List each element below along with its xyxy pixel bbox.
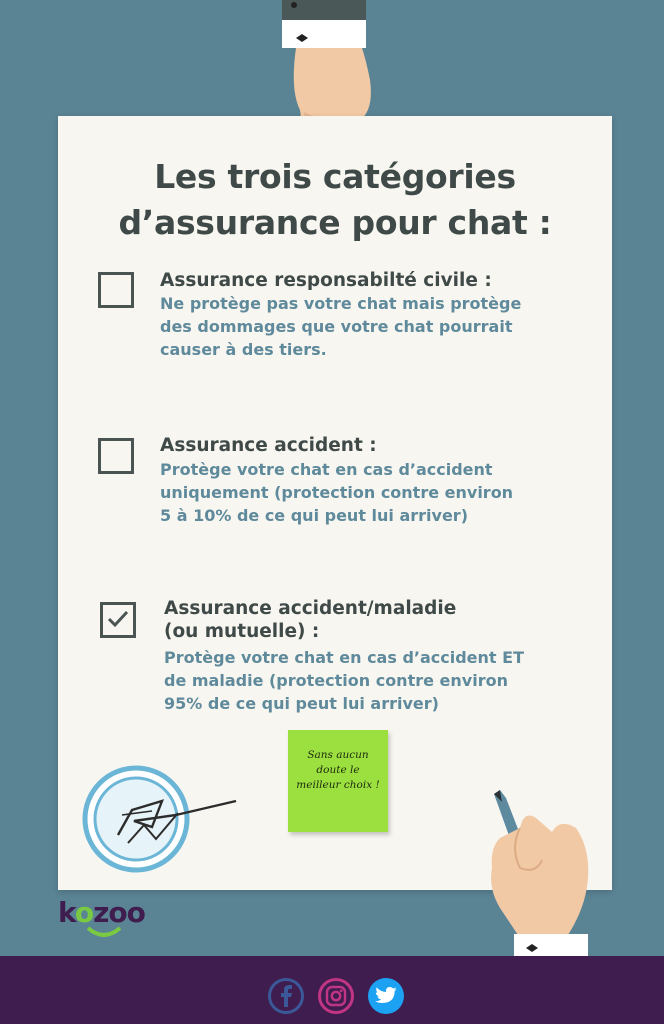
- title-line-2: d’assurance pour chat :: [118, 203, 552, 242]
- stamp-illustration: [82, 765, 242, 879]
- logo-letter: o: [74, 896, 94, 929]
- checkbox-icon[interactable]: [100, 602, 136, 638]
- option-description: Ne protège pas votre chat mais protège des dommages que votre chat pourrait causer à des tiers.: [160, 294, 522, 359]
- option-title: Assurance accident/maladie (ou mutuelle) :: [164, 598, 457, 642]
- checkbox-icon[interactable]: [98, 272, 134, 308]
- page-title: [58, 154, 612, 246]
- option-description: Protège votre chat en cas d’accident ET de maladie (protection contre environ 95% de ce qui peut lui arriver): [164, 648, 524, 713]
- logo-letter: o: [126, 896, 145, 929]
- option-title: Assurance accident :: [160, 435, 377, 456]
- postit-text: Sans aucun doute le meilleur choix !: [296, 749, 380, 791]
- title-line-1: Les trois catégories: [154, 157, 516, 196]
- logo-smile-icon: [84, 926, 124, 940]
- checkmark-icon: [106, 609, 130, 629]
- instagram-icon[interactable]: [318, 978, 354, 1014]
- kozoo-logo[interactable]: [58, 896, 145, 929]
- logo-letter: k: [58, 896, 75, 929]
- logo-wordmark: [58, 896, 145, 929]
- logo-letter: z: [93, 896, 109, 929]
- stamp-icon: [82, 765, 242, 875]
- postit-note: [288, 730, 388, 832]
- logo-letter: o: [108, 896, 127, 929]
- facebook-icon[interactable]: [268, 978, 304, 1014]
- twitter-icon[interactable]: [368, 978, 404, 1014]
- option-description: Protège votre chat en cas d’accident uniquement (protection contre environ 5 à 10% de ce qui peut lui arriver): [160, 460, 514, 525]
- option-title: Assurance responsabilté civile :: [160, 270, 492, 291]
- checkbox-icon[interactable]: [98, 438, 134, 474]
